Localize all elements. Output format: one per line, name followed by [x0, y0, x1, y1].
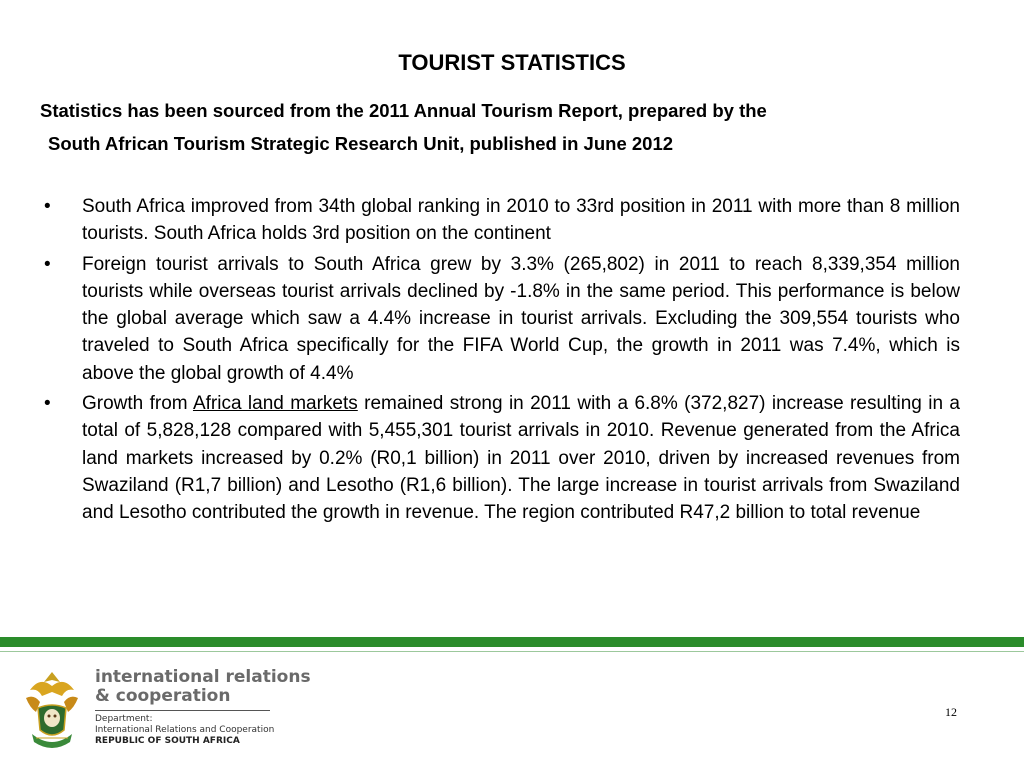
- page-number: 12: [945, 705, 957, 719]
- footer-divider: [0, 651, 1024, 652]
- department-logo: [95, 668, 311, 747]
- subtitle-line-1: Statistics has been sourced from the 2011 Annual Tourism Report, prepared by the: [40, 100, 767, 121]
- dept-name: International Relations and Cooperation: [95, 725, 275, 735]
- logo-divider: [95, 710, 270, 711]
- bullet-list: [44, 193, 960, 530]
- bullet-item: [44, 251, 960, 387]
- bullet-icon: •: [44, 196, 51, 217]
- slide-subtitle: [40, 94, 980, 160]
- dept-label: Department:: [95, 714, 153, 724]
- bullet-item: [44, 390, 960, 526]
- bullet-text: South Africa improved from 34th global ranking in 2010 to 33rd position in 2011 with more than 8 million tourists. South Africa holds 3rd position on the continent: [82, 196, 960, 245]
- slide-title: TOURIST STATISTICS: [398, 50, 626, 75]
- bullet-text-suffix: remained strong in 2011 with a 6.8% (372,827) increase resulting in a total of 5,828,128 compared with 5,455,301 tourist arrivals in 2010. Revenue generated from the Africa land markets increased by 0.2% (R0,1 billion) in 2011 over 2010, driven by increased revenues from Swaziland (R1,7 billion) and Lesotho (R1,6 billion). The large increase in tourist arrivals from Swaziland and Lesotho contributed the growth in revenue. The region contributed R47,2 billion to total revenue: [82, 393, 960, 524]
- country-name: REPUBLIC OF SOUTH AFRICA: [95, 736, 240, 746]
- bullet-text: Foreign tourist arrivals to South Africa grew by 3.3% (265,802) in 2011 to reach 8,339,354 million tourists while overseas tourist arrivals declined by -1.8% in the same period. This performance is below the global average which saw a 4.4% increase in tourist arrivals. Excluding the 309,554 tourists who traveled to South Africa specifically for the FIFA World Cup, the growth in 2011 was 7.4%, which is above the global growth of 4.4%: [82, 253, 960, 384]
- logo-line-1: international relations: [95, 667, 311, 687]
- bullet-text-prefix: Growth from: [82, 393, 193, 415]
- africa-land-markets-link[interactable]: Africa land markets: [192, 393, 358, 415]
- logo-line-2: & cooperation: [95, 686, 231, 706]
- footer-accent-bar: [0, 637, 1024, 647]
- coat-of-arms-icon: [22, 668, 82, 752]
- bullet-item: [44, 193, 960, 248]
- bullet-icon: •: [44, 253, 51, 275]
- bullet-icon: •: [44, 393, 51, 415]
- subtitle-line-2: South African Tourism Strategic Research Unit, published in June 2012: [48, 133, 674, 154]
